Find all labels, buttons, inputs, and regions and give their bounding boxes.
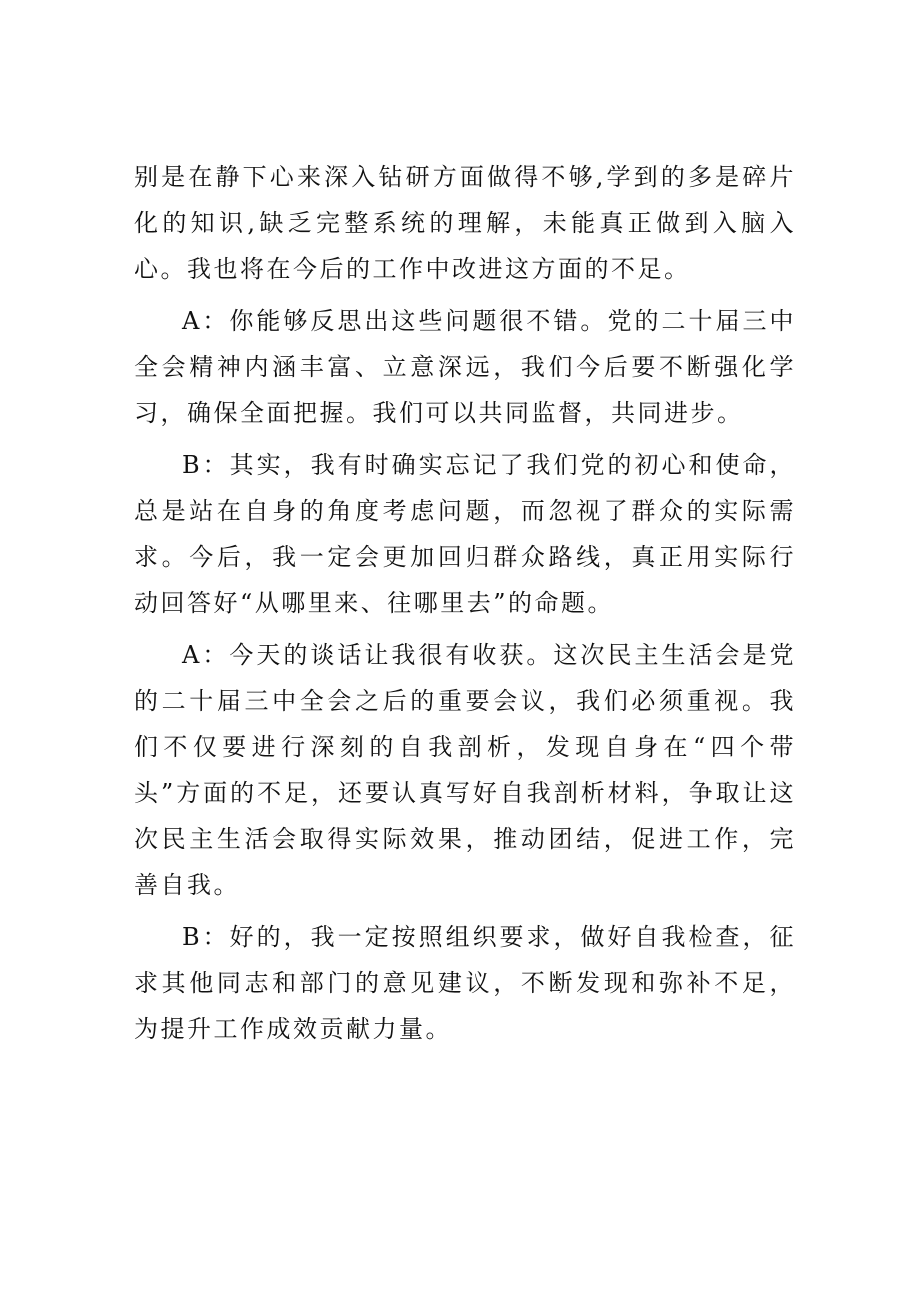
paragraph-a-reply-2: A：今天的谈话让我很有收获。这次民主生活会是党的二十届三中全会之后的重要会议，我们必须重视。我们不仅要进行深刻的自我剖析，发现自身在“四个带头”方面的不足，还要认真写好自我剖析材料，争取让这次民主生活会取得实际效果，推动团结，促进工作，完善自我。 bbox=[134, 641, 796, 899]
paragraph-b-reply-1: B：其实，我有时确实忘记了我们党的初心和使命，总是站在自身的角度考虑问题，而忽视了群众的实际需求。今后，我一定会更加回归群众路线，真正用实际行动回答好“从哪里来、往哪里去”的命题。 bbox=[134, 451, 796, 617]
paragraph-b-reply-2: B：好的，我一定按照组织要求，做好自我检查，征求其他同志和部门的意见建议，不断发现和弥补不足，为提升工作成效贡献力量。 bbox=[134, 923, 796, 1043]
paragraph-a-reply-1: A：你能够反思出这些问题很不错。党的二十届三中全会精神内涵丰富、立意深远，我们今后要不断强化学习，确保全面把握。我们可以共同监督，共同进步。 bbox=[134, 307, 796, 427]
paragraph-continuation: 别是在静下心来深入钻研方面做得不够,学到的多是碎片化的知识,缺乏完整系统的理解，未能真正做到入脑入心。我也将在今后的工作中改进这方面的不足。 bbox=[134, 163, 796, 283]
document-body bbox=[134, 154, 796, 1052]
